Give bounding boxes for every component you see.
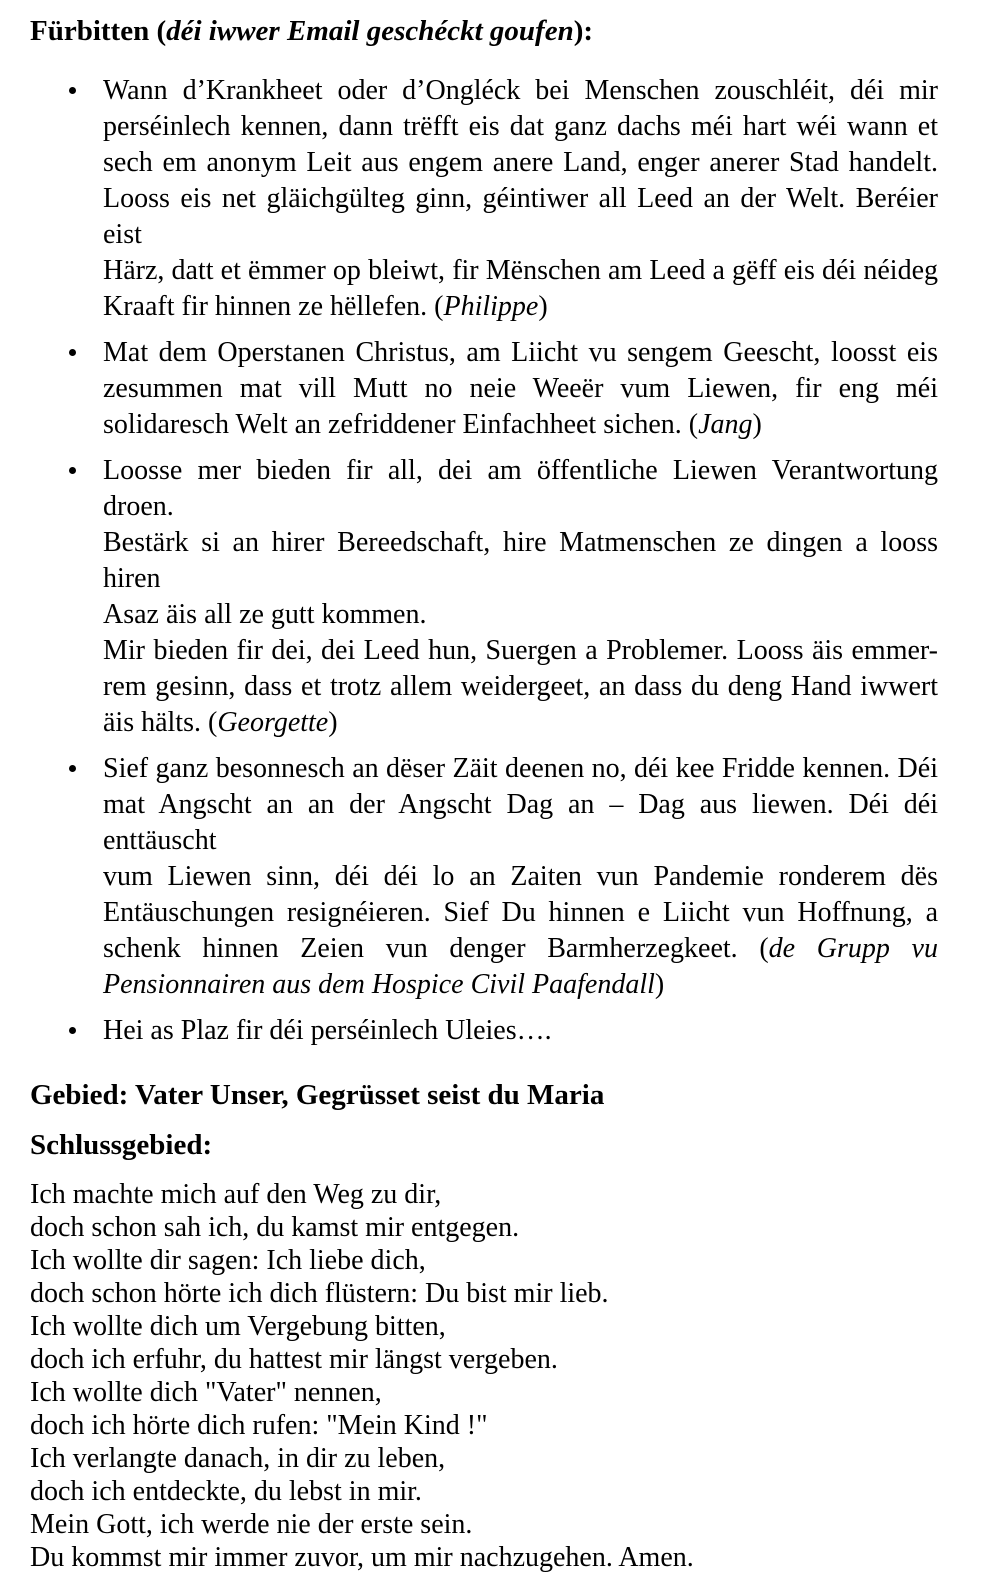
- text-line: [103, 181, 938, 253]
- text-segment: Mat dem Operstanen Christus, am Liicht vu sengem Geescht, loosst eis: [103, 337, 938, 368]
- list-item: [30, 335, 938, 443]
- text-segment: perséinlech kennen, dann trëfft eis dat ganz dachs méi hart wéi wann et: [103, 111, 938, 142]
- text-line: [103, 669, 938, 705]
- text-segment: Kraaft fir hinnen ze hëllefen. (: [103, 291, 444, 322]
- bullet-icon: [69, 349, 76, 356]
- list-item: [30, 751, 938, 1003]
- italic-text-segment: Georgette: [217, 707, 329, 738]
- text-line: [103, 859, 938, 895]
- text-line: [103, 73, 938, 109]
- text-line: [103, 253, 938, 289]
- title-suffix: ):: [573, 15, 594, 47]
- poem-line: doch schon sah ich, du kamst mir entgegen.: [30, 1212, 520, 1243]
- text-segment: ): [752, 409, 762, 440]
- poem-line: Ich wollte dich um Vergebung bitten,: [30, 1311, 446, 1342]
- bullet-icon: [69, 467, 76, 474]
- text-segment: mat Angscht an an der Angscht Dag an – Dag aus liewen. Déi déi enttäuscht: [103, 789, 938, 856]
- italic-text-segment: Jang: [698, 409, 753, 440]
- text-segment: zesummen mat vill Mutt no neie Weeër vum Liewen, fir eng méi: [103, 373, 938, 404]
- page-title: [30, 13, 938, 49]
- text-segment: Loosse mer bieden fir all, dei am öffentliche Liewen Verantwortung droen.: [103, 455, 938, 522]
- text-segment: ): [538, 291, 548, 322]
- bullet-icon: [69, 1027, 76, 1034]
- text-line: [103, 967, 938, 1003]
- text-line: [103, 525, 938, 597]
- text-segment: Bestärk si an hirer Bereedschaft, hire Matmenschen ze dingen a looss hiren: [103, 527, 938, 594]
- text-line: [103, 407, 938, 443]
- text-segment: Mir bieden fir dei, dei Leed hun, Suergen a Problemer. Looss äis emmer-: [103, 635, 938, 666]
- text-segment: ): [328, 707, 338, 738]
- list-item: [30, 73, 938, 325]
- italic-text-segment: de Grupp vu: [768, 933, 938, 964]
- poem-line: Ich wollte dich "Vater" nennen,: [30, 1377, 382, 1408]
- text-line: [103, 145, 938, 181]
- text-segment: vum Liewen sinn, déi déi lo an Zaiten vun Pandemie ronderem dës: [103, 861, 938, 892]
- text-segment: Entäuschungen resignéieren. Sief Du hinnen e Liicht vun Hoffnung, a: [103, 897, 938, 928]
- text-segment: Looss eis net gläichgülteg ginn, géintiwer all Leed an der Welt. Beréier eist: [103, 183, 938, 250]
- closing-prayer-heading: Schlussgebied:: [30, 1129, 213, 1161]
- prayer-heading: Gebied: Vater Unser, Gegrüsset seist du Maria: [30, 1079, 605, 1111]
- text-segment: Wann d’Krankheet oder d’Ongléck bei Menschen zouschléit, déi mir: [103, 75, 938, 106]
- bullet-icon: [69, 87, 76, 94]
- text-segment: äis hälts. (: [103, 707, 218, 738]
- italic-text-segment: Philippe: [443, 291, 539, 322]
- text-line: [103, 453, 938, 525]
- poem-line: doch ich erfuhr, du hattest mir längst vergeben.: [30, 1344, 558, 1375]
- text-segment: Hei as Plaz fir déi perséinlech Uleies….: [103, 1015, 552, 1046]
- text-segment: Asaz äis all ze gutt kommen.: [103, 599, 427, 630]
- text-line: [103, 289, 938, 325]
- poem-line: Ich wollte dir sagen: Ich liebe dich,: [30, 1245, 426, 1276]
- poem-line: doch schon hörte ich dich flüstern: Du bist mir lieb.: [30, 1278, 609, 1309]
- text-line: [103, 109, 938, 145]
- poem-line: Du kommst mir immer zuvor, um mir nachzugehen. Amen.: [30, 1542, 694, 1573]
- bullet-icon: [69, 765, 76, 772]
- text-line: [103, 931, 938, 967]
- text-line: [103, 705, 938, 741]
- text-line: [103, 751, 938, 787]
- title-prefix: Fürbitten (: [30, 15, 167, 47]
- text-segment: schenk hinnen Zeien vun denger Barmherzegkeet. (: [103, 933, 769, 964]
- text-line: [103, 787, 938, 859]
- text-line: [103, 633, 938, 669]
- intercessions-list: [30, 73, 938, 1049]
- text-segment: Härz, datt et ëmmer op bleiwt, fir Mënschen am Leed a gëff eis déi néideg: [103, 255, 938, 286]
- text-line: [103, 895, 938, 931]
- poem-line: Mein Gott, ich werde nie der erste sein.: [30, 1509, 473, 1540]
- poem-line: Ich machte mich auf den Weg zu dir,: [30, 1179, 442, 1210]
- text-line: [103, 371, 938, 407]
- list-item: [30, 453, 938, 741]
- closing-prayer-poem: [30, 1178, 938, 1574]
- italic-text-segment: Pensionnairen aus dem Hospice Civil Paafendall: [103, 969, 655, 1000]
- poem-line: doch ich hörte dich rufen: "Mein Kind !": [30, 1410, 488, 1441]
- text-line: [103, 335, 938, 371]
- title-italic-phrase: déi iwwer Email geschéckt goufen: [166, 15, 574, 47]
- poem-line: Ich verlangte danach, in dir zu leben,: [30, 1443, 446, 1474]
- text-segment: rem gesinn, dass et trotz allem weidergeet, an dass du deng Hand iwwert: [103, 671, 938, 702]
- text-line: [103, 1013, 938, 1049]
- poem-line: doch ich entdeckte, du lebst in mir.: [30, 1476, 422, 1507]
- text-line: [103, 597, 938, 633]
- text-segment: ): [654, 969, 665, 1000]
- text-segment: solidaresch Welt an zefriddener Einfachheet sichen. (: [103, 409, 699, 440]
- text-segment: sech em anonym Leit aus engem anere Land, enger anerer Stad handelt.: [103, 147, 938, 178]
- text-segment: Sief ganz besonnesch an dëser Zäit deenen no, déi kee Fridde kennen. Déi: [103, 753, 938, 784]
- list-item: [30, 1013, 938, 1049]
